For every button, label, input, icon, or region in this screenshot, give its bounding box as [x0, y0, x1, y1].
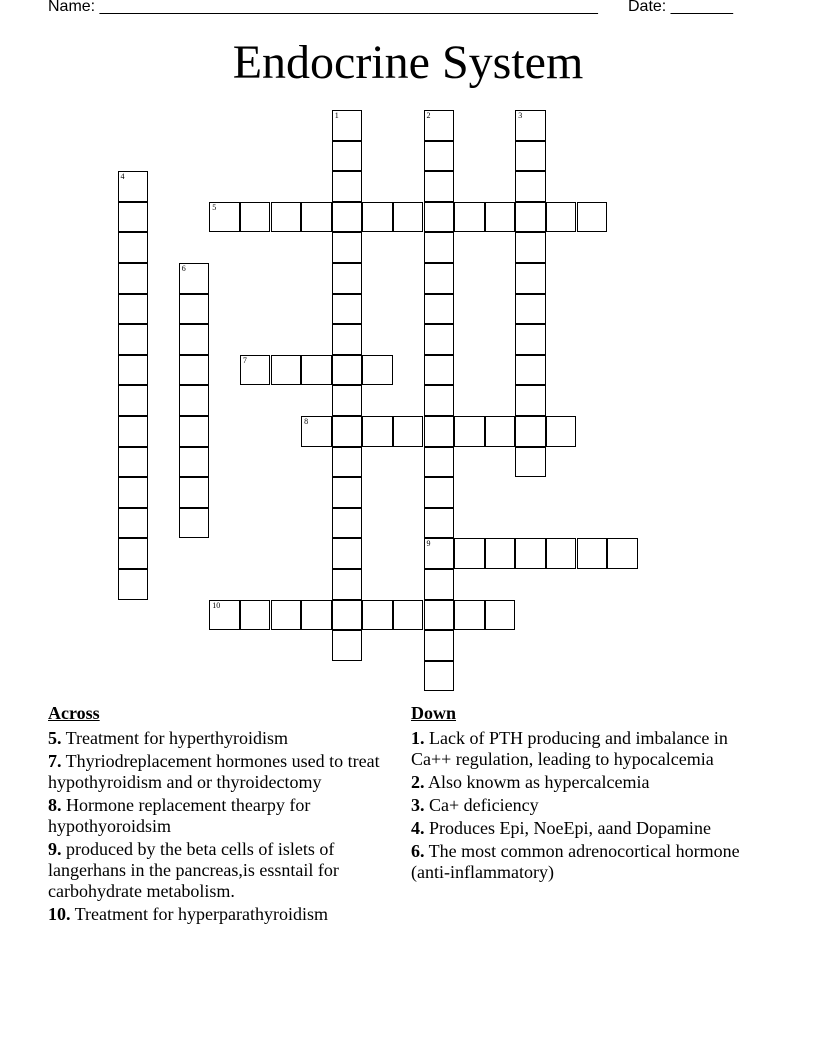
crossword-cell[interactable]: [424, 294, 455, 325]
crossword-cell[interactable]: [118, 171, 149, 202]
crossword-cell[interactable]: [424, 385, 455, 416]
crossword-cell[interactable]: [607, 538, 638, 569]
crossword-cell[interactable]: [240, 202, 271, 233]
crossword-cell[interactable]: [424, 171, 455, 202]
crossword-cell[interactable]: [118, 569, 149, 600]
crossword-cell[interactable]: [332, 538, 363, 569]
clue-number: 9.: [48, 839, 62, 859]
crossword-cell[interactable]: [424, 538, 455, 569]
crossword-cell[interactable]: [454, 600, 485, 631]
crossword-cell[interactable]: [577, 202, 608, 233]
cell-number: 1: [334, 111, 339, 120]
crossword-cell[interactable]: [118, 294, 149, 325]
crossword-cell[interactable]: [546, 202, 577, 233]
cell-number: 8: [304, 417, 309, 426]
crossword-cell[interactable]: [393, 416, 424, 447]
crossword-cell[interactable]: [118, 232, 149, 263]
down-heading: Down: [411, 703, 457, 723]
crossword-cell[interactable]: [179, 508, 210, 539]
clue-text: Thyriodreplacement hormones used to treat hypothyroidism and or thyroidectomy: [48, 751, 380, 792]
crossword-cell[interactable]: [424, 110, 455, 141]
crossword-cell[interactable]: [515, 263, 546, 294]
crossword-cell[interactable]: [240, 355, 271, 386]
crossword-cell[interactable]: [240, 600, 271, 631]
crossword-cell[interactable]: [424, 600, 455, 631]
date-field-label: Date: _______: [628, 0, 733, 15]
crossword-cell[interactable]: [454, 202, 485, 233]
crossword-cell[interactable]: [485, 538, 516, 569]
cell-number: 6: [181, 264, 186, 273]
crossword-cell[interactable]: [485, 600, 516, 631]
crossword-cell[interactable]: [179, 447, 210, 478]
crossword-cell[interactable]: [424, 447, 455, 478]
crossword-cell[interactable]: [179, 263, 210, 294]
crossword-cell[interactable]: [118, 538, 149, 569]
crossword-cell[interactable]: [332, 569, 363, 600]
crossword-cell[interactable]: [424, 416, 455, 447]
crossword-cell[interactable]: [362, 355, 393, 386]
clue-number: 8.: [48, 795, 62, 815]
crossword-cell[interactable]: [515, 202, 546, 233]
crossword-cell[interactable]: [362, 202, 393, 233]
cell-number: 3: [518, 111, 523, 120]
crossword-cell[interactable]: [118, 324, 149, 355]
crossword-cell[interactable]: [332, 110, 363, 141]
cell-number: 9: [426, 539, 431, 549]
crossword-cell[interactable]: [424, 141, 455, 172]
clue-text: Hormone replacement thearpy for hypothyoroidsim: [48, 795, 311, 836]
crossword-cell[interactable]: [515, 110, 546, 141]
clue-text: Ca+ deficiency: [424, 795, 539, 815]
clue-number: 7.: [48, 751, 62, 771]
crossword-cell[interactable]: [577, 538, 608, 569]
crossword-cell[interactable]: [271, 600, 302, 631]
crossword-cell[interactable]: [424, 232, 455, 263]
crossword-cell[interactable]: [515, 324, 546, 355]
crossword-cell[interactable]: [332, 141, 363, 172]
crossword-cell[interactable]: [454, 416, 485, 447]
clue-across-5: [48, 728, 393, 749]
crossword-cell[interactable]: [424, 202, 455, 233]
clue-text: Also knowm as hypercalcemia: [424, 772, 650, 792]
crossword-cell[interactable]: [118, 263, 149, 294]
clue-text: Treatment for hyperparathyroidism: [70, 904, 328, 924]
crossword-cell[interactable]: [301, 600, 332, 631]
across-heading: Across: [48, 703, 100, 723]
clue-number: 5.: [48, 728, 62, 748]
clue-across-8: [48, 795, 393, 837]
clue-number: 2.: [411, 772, 425, 792]
crossword-cell[interactable]: [332, 294, 363, 325]
crossword-cell[interactable]: [424, 263, 455, 294]
crossword-cell[interactable]: [332, 324, 363, 355]
clue-across-10: [48, 904, 393, 925]
crossword-cell[interactable]: [515, 538, 546, 569]
crossword-cell[interactable]: [118, 202, 149, 233]
crossword-cell[interactable]: [332, 477, 363, 508]
cell-number: 10: [212, 600, 221, 610]
crossword-cell[interactable]: [362, 416, 393, 447]
crossword-cell[interactable]: [485, 416, 516, 447]
clue-down-3: [411, 795, 771, 816]
clue-down-4: [411, 818, 771, 839]
crossword-cell[interactable]: [393, 600, 424, 631]
clue-text: Produces Epi, NoeEpi, aand Dopamine: [424, 818, 711, 838]
crossword-cell[interactable]: [424, 477, 455, 508]
crossword-cell[interactable]: [332, 630, 363, 661]
clue-across-7: [48, 751, 393, 793]
crossword-cell[interactable]: [332, 202, 363, 233]
clue-down-1: [411, 728, 771, 770]
crossword-cell[interactable]: [332, 171, 363, 202]
crossword-cell[interactable]: [424, 324, 455, 355]
crossword-cell[interactable]: [362, 600, 393, 631]
crossword-cell[interactable]: [546, 538, 577, 569]
crossword-cell[interactable]: [332, 600, 363, 631]
clue-text: Lack of PTH producing and imbalance in Ca++ regulation, leading to hypocalcemia: [411, 728, 728, 769]
clue-number: 4.: [411, 818, 425, 838]
crossword-cell[interactable]: [118, 447, 149, 478]
crossword-cell[interactable]: [118, 355, 149, 386]
clue-text: produced by the beta cells of islets of langerhans in the pancreas,is essntail for carbohydrate metabolism.: [48, 839, 339, 901]
crossword-cell[interactable]: [271, 202, 302, 233]
crossword-cell[interactable]: [332, 385, 363, 416]
clue-down-2: [411, 772, 771, 793]
cell-number: 5: [212, 202, 217, 212]
name-field-label: Name: ________________________________________________________: [48, 0, 598, 15]
crossword-cell[interactable]: [179, 416, 210, 447]
crossword-cell[interactable]: [332, 232, 363, 263]
crossword-cell[interactable]: [515, 447, 546, 478]
clue-number: 10.: [48, 904, 71, 924]
crossword-cell[interactable]: [546, 416, 577, 447]
crossword-cell[interactable]: [118, 508, 149, 539]
clue-text: Treatment for hyperthyroidism: [61, 728, 288, 748]
cell-number: 7: [242, 355, 247, 365]
clue-down-6: [411, 841, 771, 883]
crossword-cell[interactable]: [454, 538, 485, 569]
crossword-cell[interactable]: [424, 569, 455, 600]
crossword-cell[interactable]: [515, 355, 546, 386]
page-title: Endocrine System: [232, 36, 584, 89]
crossword-cell[interactable]: [485, 202, 516, 233]
down-clues: [411, 702, 771, 885]
clue-number: 6.: [411, 841, 425, 861]
crossword-cell[interactable]: [515, 232, 546, 263]
crossword-cell[interactable]: [179, 355, 210, 386]
crossword-cell[interactable]: [179, 294, 210, 325]
crossword-cell[interactable]: [118, 416, 149, 447]
crossword-cell[interactable]: [515, 171, 546, 202]
clue-number: 1.: [411, 728, 425, 748]
clue-number: 3.: [411, 795, 425, 815]
crossword-cell[interactable]: [118, 477, 149, 508]
across-clues: [48, 702, 393, 927]
crossword-cell[interactable]: [209, 600, 240, 631]
crossword-cell[interactable]: [179, 385, 210, 416]
crossword-cell[interactable]: [209, 202, 240, 233]
crossword-cell[interactable]: [332, 416, 363, 447]
crossword-cell[interactable]: [332, 355, 363, 386]
crossword-cell[interactable]: [118, 385, 149, 416]
crossword-cell[interactable]: [515, 294, 546, 325]
cell-number: 4: [120, 172, 125, 182]
crossword-cell[interactable]: [515, 416, 546, 447]
crossword-cell[interactable]: [424, 355, 455, 386]
crossword-cell[interactable]: [271, 355, 302, 386]
crossword-cell[interactable]: [393, 202, 424, 233]
crossword-cell[interactable]: [332, 447, 363, 478]
crossword-cell[interactable]: [515, 141, 546, 172]
crossword-cell[interactable]: [179, 324, 210, 355]
crossword-cell[interactable]: [332, 508, 363, 539]
crossword-cell[interactable]: [301, 355, 332, 386]
crossword-cell[interactable]: [179, 477, 210, 508]
cell-number: 2: [426, 111, 431, 120]
clue-across-9: [48, 839, 393, 902]
crossword-cell[interactable]: [424, 661, 455, 692]
clue-text: The most common adrenocortical hormone (anti-inflammatory): [411, 841, 740, 882]
crossword-cell[interactable]: [332, 263, 363, 294]
crossword-cell[interactable]: [301, 416, 332, 447]
crossword-cell[interactable]: [424, 630, 455, 661]
crossword-cell[interactable]: [301, 202, 332, 233]
crossword-cell[interactable]: [515, 385, 546, 416]
crossword-cell[interactable]: [424, 508, 455, 539]
